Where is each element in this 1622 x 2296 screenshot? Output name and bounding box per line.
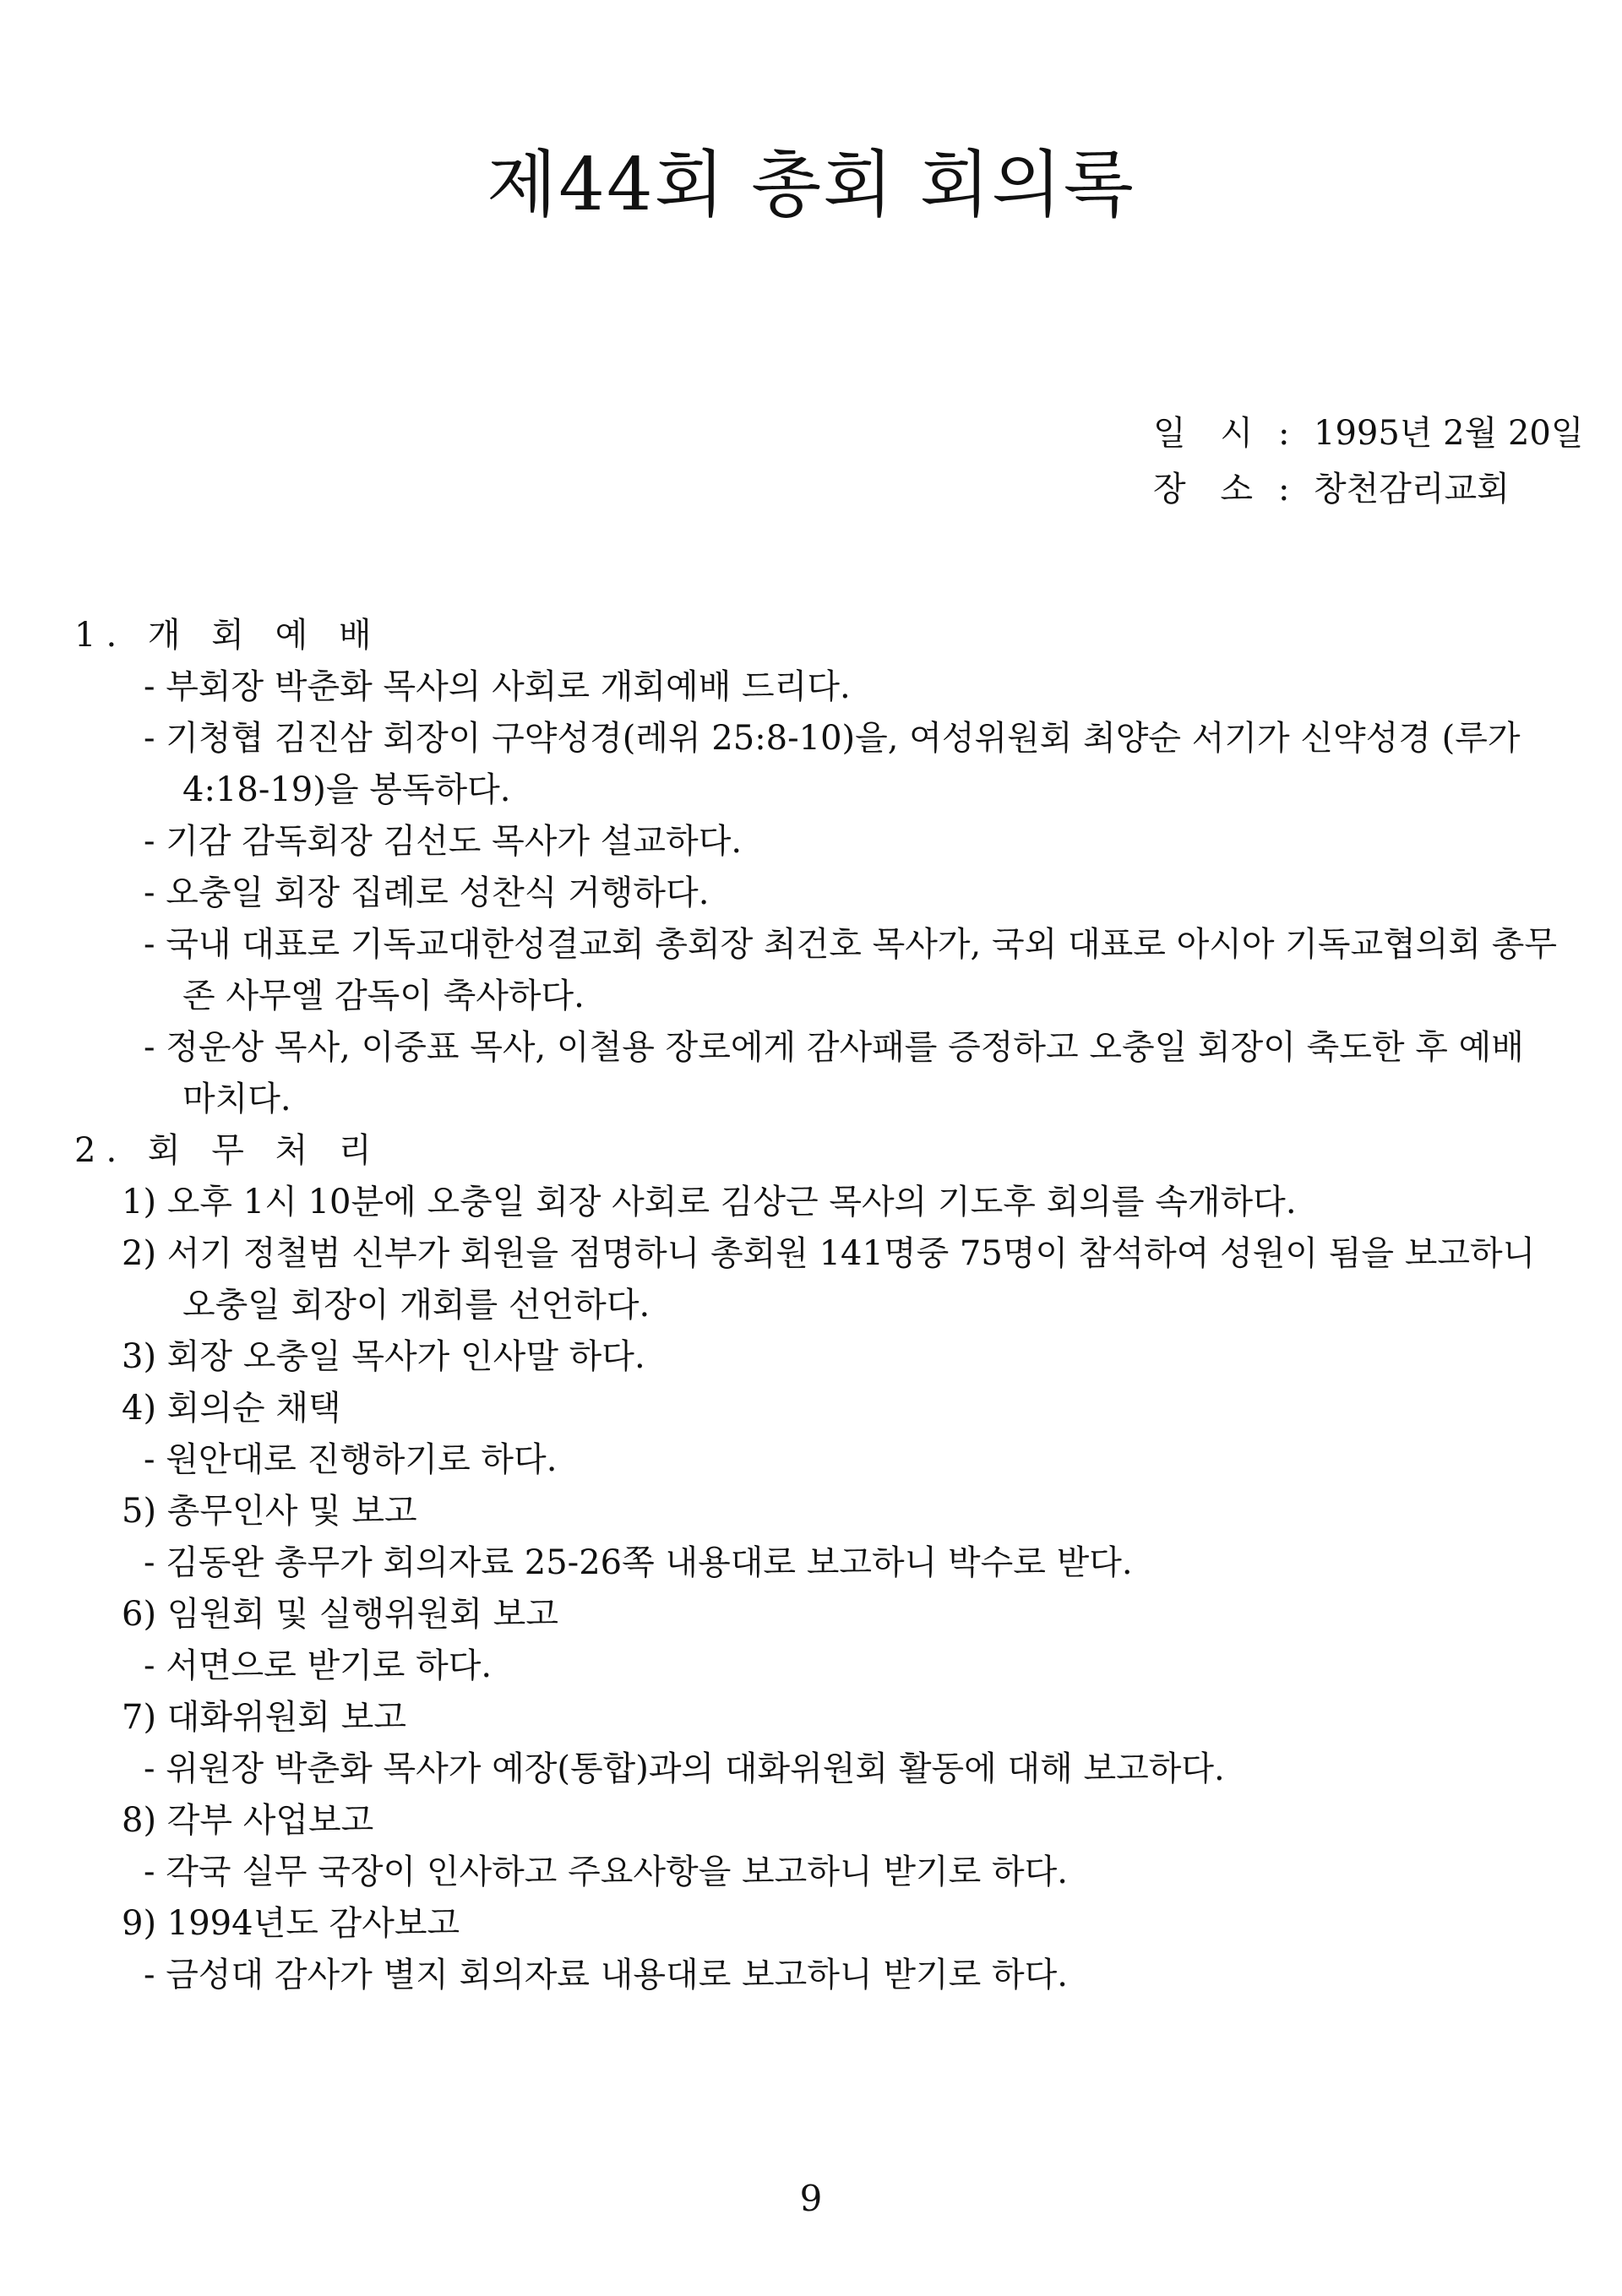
list-item: - 부회장 박춘화 목사의 사회로 개회예배 드리다. <box>144 667 851 706</box>
page-title: 제44회 총회 회의록 <box>487 143 1135 227</box>
section-title: 1. 개 회 예 배 <box>74 616 382 655</box>
date-colon: : <box>1278 414 1290 453</box>
place-colon: : <box>1278 470 1290 509</box>
list-item: - 기청협 김진삼 회장이 구약성경(레위 25:8-10)을, 여성위원회 최양순 서기가 신약성경 (루가 4:18-19)을 봉독하다. <box>144 719 1532 809</box>
numbered-item: 2) 서기 정철범 신부가 회원을 점명하니 총회원 141명중 75명이 참석하여 성원이 됨을 보고하니 오충일 회장이 개회를 선언하다. <box>122 1234 1546 1325</box>
sub-item: - 서면으로 받기로 하다. <box>144 1646 493 1685</box>
numbered-item: 3) 회장 오충일 목사가 인사말 하다. <box>122 1337 645 1376</box>
sub-item: - 각국 실무 국장이 인사하고 주요사항을 보고하니 받기로 하다. <box>144 1853 1068 1891</box>
date-value: 1995년 2월 20일 <box>1314 414 1584 453</box>
place-label: 장 소 <box>1153 470 1265 509</box>
sub-item: - 금성대 감사가 별지 회의자료 내용대로 보고하니 받기로 하다. <box>144 1956 1068 1994</box>
list-item: - 국내 대표로 기독교대한성결교회 총회장 최건호 목사가, 국외 대표로 아시아 기독교협의회 총무 존 사무엘 감독이 축사하다. <box>144 925 1568 1015</box>
section-title: 2. 회 무 처 리 <box>74 1131 382 1170</box>
list-item: - 기감 감독회장 김선도 목사가 설교하다. <box>144 822 743 861</box>
numbered-item: 9) 1994년도 감사보고 <box>122 1904 460 1943</box>
meeting-info <box>1153 405 1584 517</box>
numbered-item: 7) 대화위원회 보고 <box>122 1698 406 1737</box>
page-number: 9 <box>799 2178 823 2219</box>
numbered-item: 4) 회의순 채택 <box>122 1389 341 1428</box>
place-row <box>1153 461 1584 517</box>
sub-item: - 원안대로 진행하기로 하다. <box>144 1440 558 1479</box>
section-opening-worship <box>74 610 1568 1125</box>
section-business-session <box>74 1125 1561 2001</box>
numbered-item: 8) 각부 사업보고 <box>122 1801 374 1840</box>
list-item: - 오충일 회장 집례로 성찬식 거행하다. <box>144 873 710 912</box>
place-value: 창천감리교회 <box>1314 470 1510 509</box>
numbered-item: 5) 총무인사 및 보고 <box>122 1492 417 1531</box>
minutes-body <box>74 610 1568 2001</box>
sub-item: - 김동완 총무가 회의자료 25-26쪽 내용대로 보고하니 박수로 받다. <box>144 1543 1133 1582</box>
numbered-item: 1) 오후 1시 10분에 오충일 회장 사회로 김상근 목사의 기도후 회의를 속개하다. <box>122 1183 1297 1221</box>
date-label: 일 시 <box>1153 414 1265 453</box>
numbered-item: 6) 임원회 및 실행위원회 보고 <box>122 1595 558 1634</box>
sub-item: - 위원장 박춘화 목사가 예장(통합)과의 대화위원회 활동에 대해 보고하다. <box>144 1749 1225 1788</box>
date-row <box>1153 405 1584 461</box>
list-item: - 정운상 목사, 이중표 목사, 이철용 장로에게 감사패를 증정하고 오충일 회장이 축도한 후 예배 마치다. <box>144 1028 1535 1118</box>
